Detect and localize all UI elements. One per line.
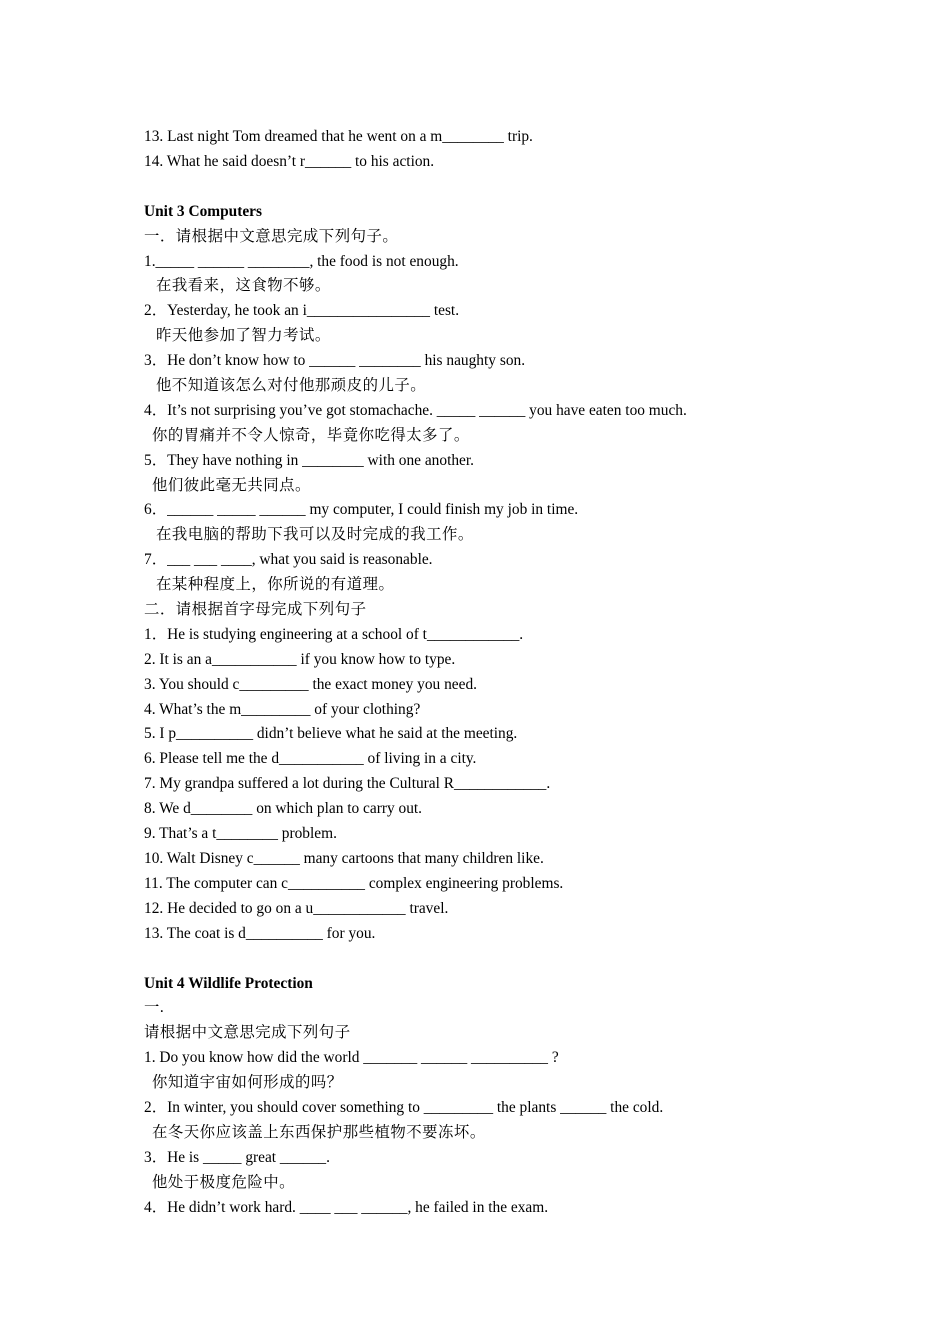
exercise-item: 14. What he said doesn’t r______ to his action. bbox=[144, 152, 435, 170]
exercise-item: 5. I p__________ didn’t believe what he said at the meeting. bbox=[144, 725, 518, 743]
exercise-item: 2. It is an a___________ if you know how to type. bbox=[144, 650, 456, 668]
unit-4-title: Unit 4 Wildlife Protection bbox=[144, 974, 313, 992]
exercise-item: 6．______ _____ ______ my computer, I could finish my job in time. bbox=[144, 501, 579, 519]
translation-line: 在我看来，这食物不够。 bbox=[156, 277, 331, 295]
spacer bbox=[144, 175, 824, 200]
document-page bbox=[144, 125, 824, 1220]
exercise-item: 4. What’s the m_________ of your clothing? bbox=[144, 700, 421, 718]
exercise-item: 4．It’s not surprising you’ve got stomachache. _____ ______ you have eaten too much. bbox=[144, 401, 687, 419]
translation-line: 他处于极度危险中。 bbox=[152, 1173, 296, 1191]
exercise-item: 9. That’s a t________ problem. bbox=[144, 825, 337, 843]
exercise-item: 2．Yesterday, he took an i________________ test. bbox=[144, 302, 460, 320]
section-heading: 请根据中文意思完成下列句子 bbox=[144, 1024, 351, 1042]
exercise-item: 8. We d________ on which plan to carry out. bbox=[144, 800, 423, 818]
translation-line: 你知道宇宙如何形成的吗？ bbox=[152, 1074, 343, 1092]
exercise-item: 3．He don’t know how to ______ ________ his naughty son. bbox=[144, 352, 526, 370]
exercise-item: 13. The coat is d__________ for you. bbox=[144, 924, 376, 942]
section-heading: 一．请根据中文意思完成下列句子。 bbox=[144, 227, 399, 245]
exercise-item: 7．___ ___ ____, what you said is reasonable. bbox=[144, 551, 433, 569]
translation-line: 他不知道该怎么对付他那顽皮的儿子。 bbox=[156, 377, 427, 395]
exercise-item: 2．In winter, you should cover something to _________ the plants ______ the cold. bbox=[144, 1098, 664, 1116]
exercise-item: 1．He is studying engineering at a school of t____________. bbox=[144, 625, 524, 643]
exercise-item: 1. Do you know how did the world _______ ______ __________ ? bbox=[144, 1049, 559, 1067]
translation-line: 他们彼此毫无共同点。 bbox=[152, 476, 311, 494]
exercise-item: 3．He is _____ great ______. bbox=[144, 1148, 330, 1166]
exercise-item: 12. He decided to go on a u____________ travel. bbox=[144, 899, 449, 917]
section-heading: 二．请根据首字母完成下列句子 bbox=[144, 601, 367, 619]
exercise-item: 7. My grandpa suffered a lot during the Cultural R____________. bbox=[144, 775, 551, 793]
exercise-item: 3. You should c_________ the exact money you need. bbox=[144, 675, 477, 693]
translation-line: 你的胃痛并不令人惊奇，毕竟你吃得太多了。 bbox=[152, 426, 470, 444]
spacer bbox=[144, 947, 824, 972]
translation-line: 在某种程度上，你所说的有道理。 bbox=[156, 576, 395, 594]
translation-line: 在我电脑的帮助下我可以及时完成的我工作。 bbox=[156, 526, 474, 544]
section-number: 一. bbox=[144, 999, 165, 1017]
exercise-item: 5．They have nothing in ________ with one another. bbox=[144, 451, 474, 469]
exercise-item: 1._____ ______ ________, the food is not enough. bbox=[144, 252, 459, 270]
exercise-item: 10. Walt Disney c______ many cartoons that many children like. bbox=[144, 849, 544, 867]
exercise-item: 6. Please tell me the d___________ of living in a city. bbox=[144, 750, 477, 768]
exercise-item: 13. Last night Tom dreamed that he went on a m________ trip. bbox=[144, 128, 533, 145]
exercise-item: 4．He didn’t work hard. ____ ___ ______, he failed in the exam. bbox=[144, 1198, 549, 1216]
translation-line: 在冬天你应该盖上东西保护那些植物不要冻坏。 bbox=[152, 1123, 486, 1141]
unit-3-title: Unit 3 Computers bbox=[144, 202, 262, 220]
exercise-item: 11. The computer can c__________ complex engineering problems. bbox=[144, 874, 564, 892]
translation-line: 昨天他参加了智力考试。 bbox=[156, 327, 331, 345]
